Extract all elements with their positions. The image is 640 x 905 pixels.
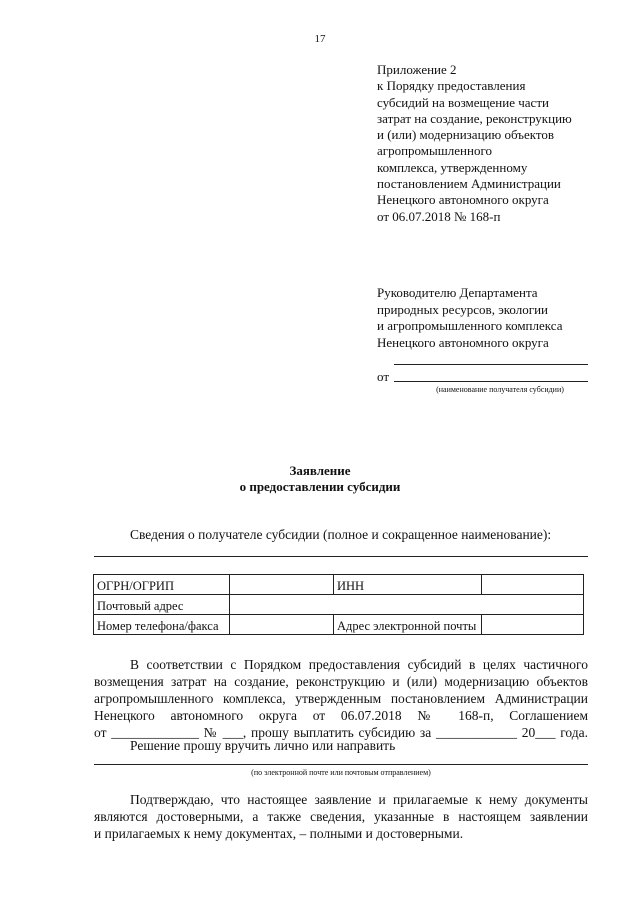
paragraph-line: В соответствии с Порядком предоставления субсидий в целях частичного [130,657,588,672]
appendix-line: от 06.07.2018 № 168-п [377,208,501,224]
table-row [94,575,584,595]
paragraph-line: являются достоверными, а также сведения, указанные в настоящем заявлении [94,809,588,824]
appendix-line: Приложение 2 [377,62,457,77]
appendix-line: агропромышленного [377,143,492,159]
recipient-info-label: Сведения о получателе субсидии (полное и сокращенное наименование): [130,527,552,542]
recipient-info-blank-line [94,556,588,557]
decision-caption: (по электронной почте или почтовым отправлением) [251,768,431,777]
decision-blank-line [94,764,588,765]
paragraph-line: агропромышленного комплекса, утвержденным постановлением Администрации [94,691,588,706]
ogrn-value [230,575,334,595]
addressee-line: и агропромышленного комплекса [377,318,563,333]
appendix-line: субсидий на возмещение части [377,94,549,110]
email-label: Адрес электронной почты [334,615,482,635]
paragraph-line: Ненецкого автономного округа от 06.07.2018 № 168-п, Соглашением [94,708,588,723]
ogrn-label: ОГРН/ОГРИП [94,575,230,595]
postal-value [230,595,584,615]
appendix-line: Ненецкого автономного округа [377,192,549,208]
recipient-table [93,574,584,635]
table-row [94,615,584,635]
decision-text: Решение прошу вручить лично или направить [130,738,396,753]
appendix-line: и (или) модернизацию объектов [377,127,555,143]
addressee-blank-line [394,364,588,365]
title-line-1: Заявление [289,463,351,478]
paragraph-request [94,656,588,741]
paragraph-line: от _____________ № ___, прошу выплатить субсидию за ____________ 20___ года. [94,725,588,740]
appendix-line: затрат на создание, реконструкцию [377,110,572,126]
from-blank-line [394,381,588,382]
title-line-2: о предоставлении субсидии [239,479,401,494]
paragraph-line: Подтверждаю, что настоящее заявление и прилагаемые к нему документы [130,792,588,807]
appendix-line: к Порядку предоставления [377,78,526,94]
appendix-header [377,62,607,225]
email-value [482,615,584,635]
paragraph-line: и прилагаемых к нему документах, – полными и достоверными. [94,826,464,841]
phone-value [230,615,334,635]
inn-label: ИНН [334,575,482,595]
addressee-line: Руководителю Департамента [377,285,538,300]
paragraph-line: возмещения затрат на создание, реконструкцию и (или) модернизацию объектов [94,674,588,689]
addressee-line: природных ресурсов, экологии [377,301,548,317]
table-row [94,595,584,615]
from-label: от [377,369,390,384]
phone-label: Номер телефона/факса [94,615,230,635]
from-caption: (наименование получателя субсидии) [436,385,564,394]
document-title [0,463,640,495]
addressee-line: Ненецкого автономного округа [377,334,549,350]
addressee-block [377,285,607,351]
appendix-line: комплекса, утвержденному [377,159,528,175]
inn-value [482,575,584,595]
appendix-line: постановлением Администрации [377,176,561,192]
paragraph-confirmation [94,791,588,842]
postal-label: Почтовый адрес [94,595,230,615]
page-number: 17 [314,33,326,45]
